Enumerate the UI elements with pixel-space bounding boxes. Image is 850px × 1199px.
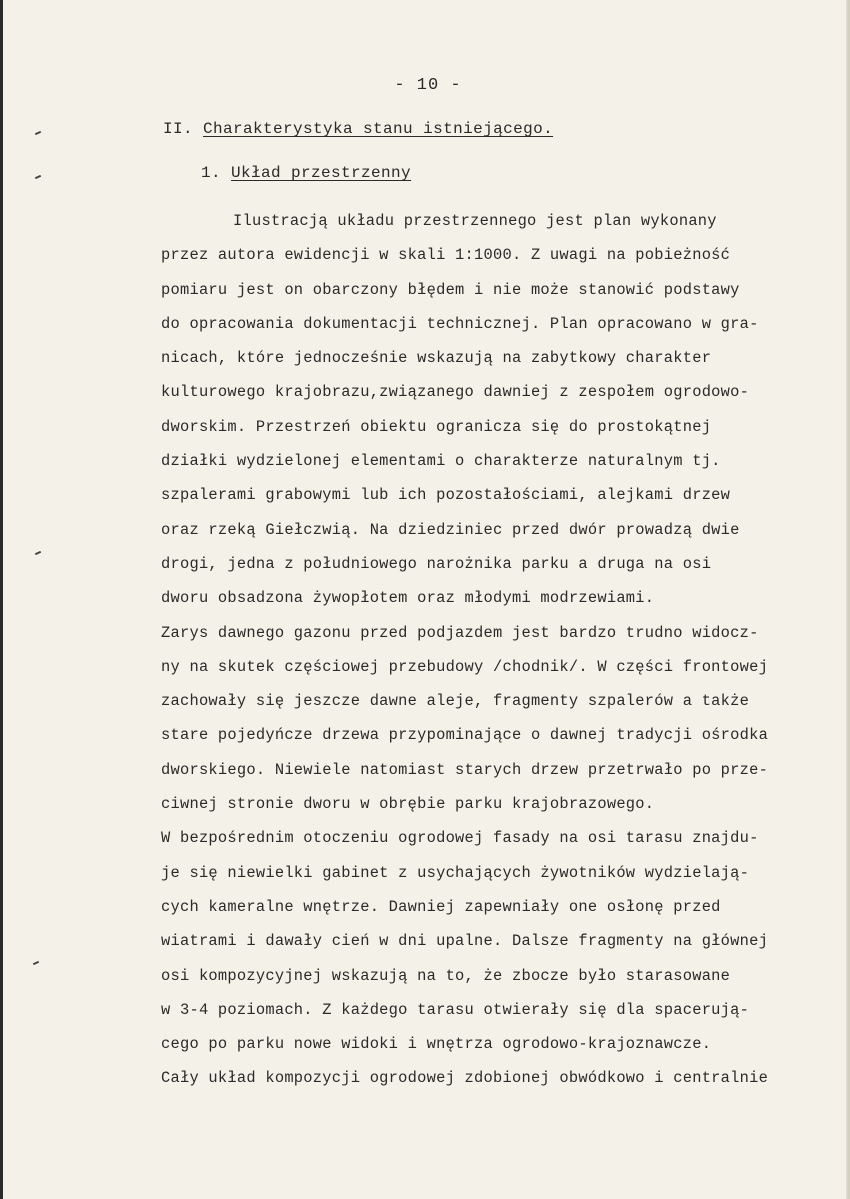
text-line: dworskiego. Niewiele natomiast starych drzew przetrwało po prze-	[161, 760, 769, 779]
text-line: W bezpośrednim otoczeniu ogrodowej fasady na osi tarasu znajdu-	[161, 829, 759, 848]
margin-mark	[35, 131, 41, 135]
text-line: je się niewielki gabinet z usychających żywotników wydzielają-	[161, 863, 750, 882]
section-title: Charakterystyka stanu istniejącego.	[203, 120, 554, 138]
text-line: dworskim. Przestrzeń obiektu ogranicza się do prostokątnej	[161, 417, 712, 436]
margin-mark	[33, 961, 39, 965]
page-edge	[846, 0, 850, 1199]
text-line: cych kameralne wnętrze. Dawniej zapewniały one osłonę przed	[161, 897, 721, 916]
page-number: - 10 -	[394, 76, 462, 95]
body-text	[161, 204, 827, 1096]
text-line: cego po parku nowe widoki i wnętrza ogrodowo-krajoznawcze.	[161, 1035, 712, 1054]
text-line: Zarys dawnego gazonu przed podjazdem jest bardzo trudno widocz-	[161, 623, 759, 642]
text-line: ciwnej stronie dworu w obrębie parku krajobrazowego.	[161, 795, 655, 814]
subsection-number: 1.	[201, 164, 222, 182]
subsection-heading	[201, 164, 411, 182]
margin-mark	[35, 551, 41, 555]
text-line: przez autora ewidencji w skali 1:1000. Z uwagi na pobieżność	[161, 246, 731, 265]
text-line: wiatrami i dawały cień w dni upalne. Dalsze fragmenty na głównej	[161, 932, 769, 951]
text-line: ny na skutek częściowej przebudowy /chodnik/. W części frontowej	[161, 657, 769, 676]
margin-mark	[35, 175, 41, 179]
section-heading	[163, 120, 553, 138]
subsection-title: Układ przestrzenny	[231, 164, 412, 182]
text-line: oraz rzeką Giełczwią. Na dziedziniec przed dwór prowadzą dwie	[161, 520, 740, 539]
text-line: pomiaru jest on obarczony błędem i nie może stanowić podstawy	[161, 280, 740, 299]
text-line: kulturowego krajobrazu,związanego dawniej z zespołem ogrodowo-	[161, 383, 750, 402]
text-line: szpalerami grabowymi lub ich pozostałościami, alejkami drzew	[161, 486, 731, 505]
text-line: drogi, jedna z południowego narożnika parku a druga na osi	[161, 554, 712, 573]
text-line: Cały układ kompozycji ogrodowej zdobionej obwódkowo i centralnie	[161, 1069, 769, 1088]
text-line: w 3-4 poziomach. Z każdego tarasu otwierały się dla spacerują-	[161, 1000, 750, 1019]
text-line: zachowały się jeszcze dawne aleje, fragmenty szpalerów a także	[161, 692, 750, 711]
section-number: II.	[163, 120, 194, 138]
text-line: Ilustracją układu przestrzennego jest plan wykonany	[233, 212, 717, 230]
text-line: osi kompozycyjnej wskazują na to, że zbocze było starasowane	[161, 966, 731, 985]
text-line: działki wydzielonej elementami o charakterze naturalnym tj.	[161, 452, 721, 471]
text-line: nicach, które jednocześnie wskazują na zabytkowy charakter	[161, 349, 712, 368]
text-line: do opracowania dokumentacji technicznej. Plan opracowano w gra-	[161, 314, 759, 333]
text-line: stare pojedyńcze drzewa przypominające o dawnej tradycji ośrodka	[161, 726, 769, 745]
text-line: dworu obsadzona żywopłotem oraz młodymi modrzewiami.	[161, 589, 655, 608]
